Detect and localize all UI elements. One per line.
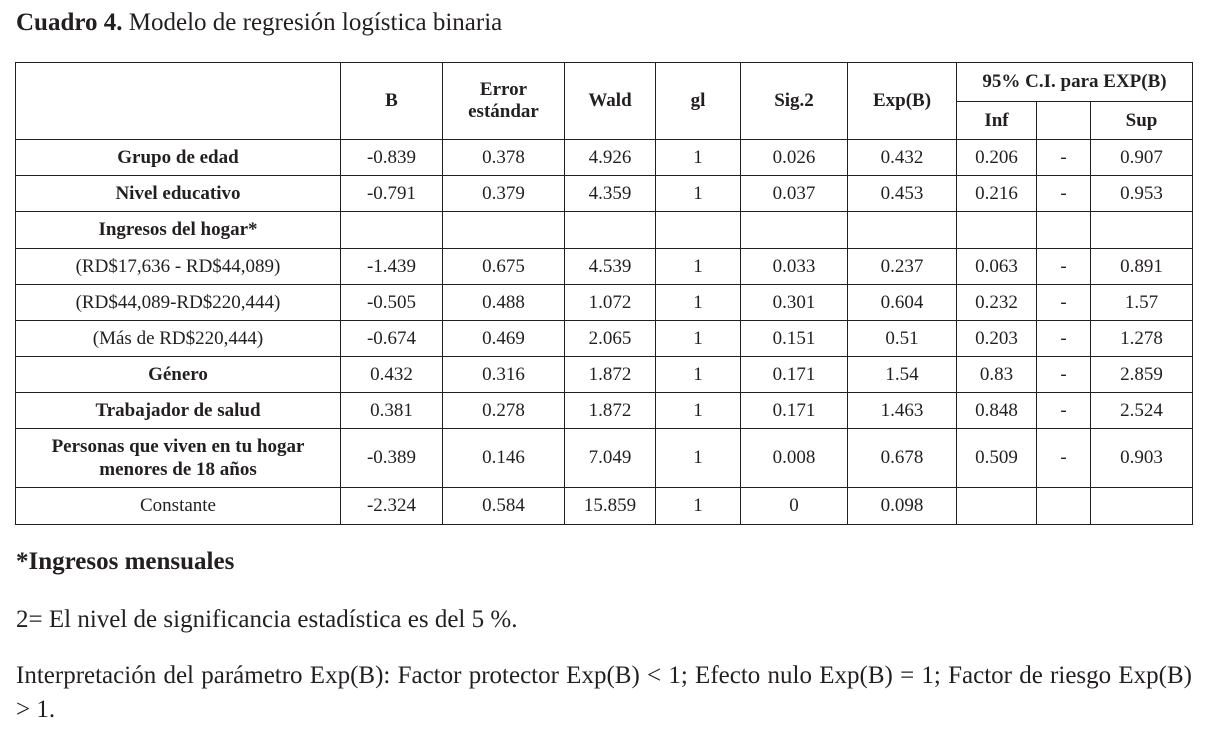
cell-error: 0.316 [443,357,565,393]
cell-dash: - [1037,393,1091,429]
cell-sig: 0 [741,488,848,525]
table-row [16,285,1193,321]
cell-sig: 0.171 [741,357,848,393]
row-label: Trabajador de salud [16,393,341,429]
cell-wald: 1.872 [565,357,656,393]
cell-dash: - [1037,176,1091,212]
cell-wald: 1.072 [565,285,656,321]
cell-sup: 1.278 [1091,321,1193,357]
cell-sup: 0.903 [1091,429,1193,488]
caption-text: Modelo de regresión logística binaria [122,9,503,36]
cell-sig: 0.151 [741,321,848,357]
cell-b: -0.839 [341,140,443,176]
cell-gl [656,212,741,249]
cell-sup: 1.57 [1091,285,1193,321]
cell-sig: 0.171 [741,393,848,429]
cell-expb: 0.098 [848,488,957,525]
cell-inf: 0.83 [957,357,1037,393]
header-error: Error estándar [443,63,565,140]
cell-expb: 0.453 [848,176,957,212]
cell-b [341,212,443,249]
cell-expb: 0.678 [848,429,957,488]
cell-expb: 0.51 [848,321,957,357]
table-caption [16,8,502,38]
cell-expb [848,212,957,249]
header-empty [16,63,341,140]
cell-b: -2.324 [341,488,443,525]
table-row [16,321,1193,357]
cell-wald: 4.926 [565,140,656,176]
cell-dash [1037,212,1091,249]
cell-sig: 0.033 [741,249,848,285]
cell-inf: 0.216 [957,176,1037,212]
row-label: Constante [16,488,341,525]
cell-sup: 2.859 [1091,357,1193,393]
row-label: (RD$44,089-RD$220,444) [16,285,341,321]
cell-wald: 1.872 [565,393,656,429]
cell-sig: 0.026 [741,140,848,176]
header-expb: Exp(B) [848,63,957,140]
table-row [16,249,1193,285]
cell-dash: - [1037,285,1091,321]
row-label: Género [16,357,341,393]
cell-gl: 1 [656,393,741,429]
row-label: Nivel educativo [16,176,341,212]
cell-expb: 0.432 [848,140,957,176]
caption-label: Cuadro 4. [16,9,123,36]
header-gl: gl [656,63,741,140]
cell-b: 0.432 [341,357,443,393]
cell-gl: 1 [656,176,741,212]
cell-inf: 0.509 [957,429,1037,488]
cell-error: 0.584 [443,488,565,525]
income-note: *Ingresos mensuales [16,548,235,575]
cell-gl: 1 [656,488,741,525]
header-b: B [341,63,443,140]
cell-error [443,212,565,249]
cell-expb: 1.54 [848,357,957,393]
interpretation-note: Interpretación del parámetro Exp(B): Factor protector Exp(B) < 1; Efecto nulo Exp(B) = 1; Factor de riesgo Exp(B) > 1. [16,662,1192,723]
cell-dash: - [1037,429,1091,488]
cell-wald: 4.539 [565,249,656,285]
cell-inf: 0.848 [957,393,1037,429]
cell-dash: - [1037,140,1091,176]
cell-sup: 0.953 [1091,176,1193,212]
row-label: (RD$17,636 - RD$44,089) [16,249,341,285]
cell-dash: - [1037,357,1091,393]
cell-dash: - [1037,321,1091,357]
header-ci-gap [1037,102,1091,140]
cell-wald: 15.859 [565,488,656,525]
table-row [16,357,1193,393]
cell-gl: 1 [656,429,741,488]
cell-b: -0.505 [341,285,443,321]
cell-gl: 1 [656,249,741,285]
row-label: Ingresos del hogar* [16,212,341,249]
cell-inf: 0.206 [957,140,1037,176]
cell-sup: 0.891 [1091,249,1193,285]
cell-expb: 0.604 [848,285,957,321]
cell-gl: 1 [656,357,741,393]
cell-dash: - [1037,249,1091,285]
cell-gl: 1 [656,140,741,176]
table-row [16,393,1193,429]
cell-dash [1037,488,1091,525]
cell-gl: 1 [656,321,741,357]
cell-b: 0.381 [341,393,443,429]
cell-b: -0.389 [341,429,443,488]
cell-inf [957,212,1037,249]
cell-b: -0.674 [341,321,443,357]
regression-table [15,62,1193,525]
cell-wald: 4.359 [565,176,656,212]
header-sig: Sig.2 [741,63,848,140]
table-row [16,176,1193,212]
cell-error: 0.675 [443,249,565,285]
cell-inf: 0.063 [957,249,1037,285]
header-ci: 95% C.I. para EXP(B) [957,63,1193,102]
cell-sup: 2.524 [1091,393,1193,429]
header-wald: Wald [565,63,656,140]
cell-inf: 0.203 [957,321,1037,357]
header-sup: Sup [1091,102,1193,140]
cell-error: 0.378 [443,140,565,176]
cell-inf [957,488,1037,525]
row-label: Grupo de edad [16,140,341,176]
cell-wald: 7.049 [565,429,656,488]
cell-wald [565,212,656,249]
cell-sup [1091,488,1193,525]
cell-gl: 1 [656,285,741,321]
cell-sig: 0.301 [741,285,848,321]
cell-sig: 0.008 [741,429,848,488]
cell-sig: 0.037 [741,176,848,212]
cell-error: 0.146 [443,429,565,488]
cell-error: 0.488 [443,285,565,321]
cell-wald: 2.065 [565,321,656,357]
table-row [16,212,1193,249]
cell-sup [1091,212,1193,249]
cell-b: -1.439 [341,249,443,285]
cell-expb: 0.237 [848,249,957,285]
cell-sig [741,212,848,249]
significance-note: 2= El nivel de significancia estadística es del 5 %. [16,606,518,633]
cell-error: 0.379 [443,176,565,212]
table-row [16,488,1193,525]
cell-error: 0.278 [443,393,565,429]
cell-b: -0.791 [341,176,443,212]
row-label: (Más de RD$220,444) [16,321,341,357]
cell-expb: 1.463 [848,393,957,429]
cell-error: 0.469 [443,321,565,357]
cell-sup: 0.907 [1091,140,1193,176]
header-inf: Inf [957,102,1037,140]
table-row [16,140,1193,176]
cell-inf: 0.232 [957,285,1037,321]
table-row [16,429,1193,488]
row-label: Personas que viven en tu hogar menores de 18 años [16,429,341,488]
